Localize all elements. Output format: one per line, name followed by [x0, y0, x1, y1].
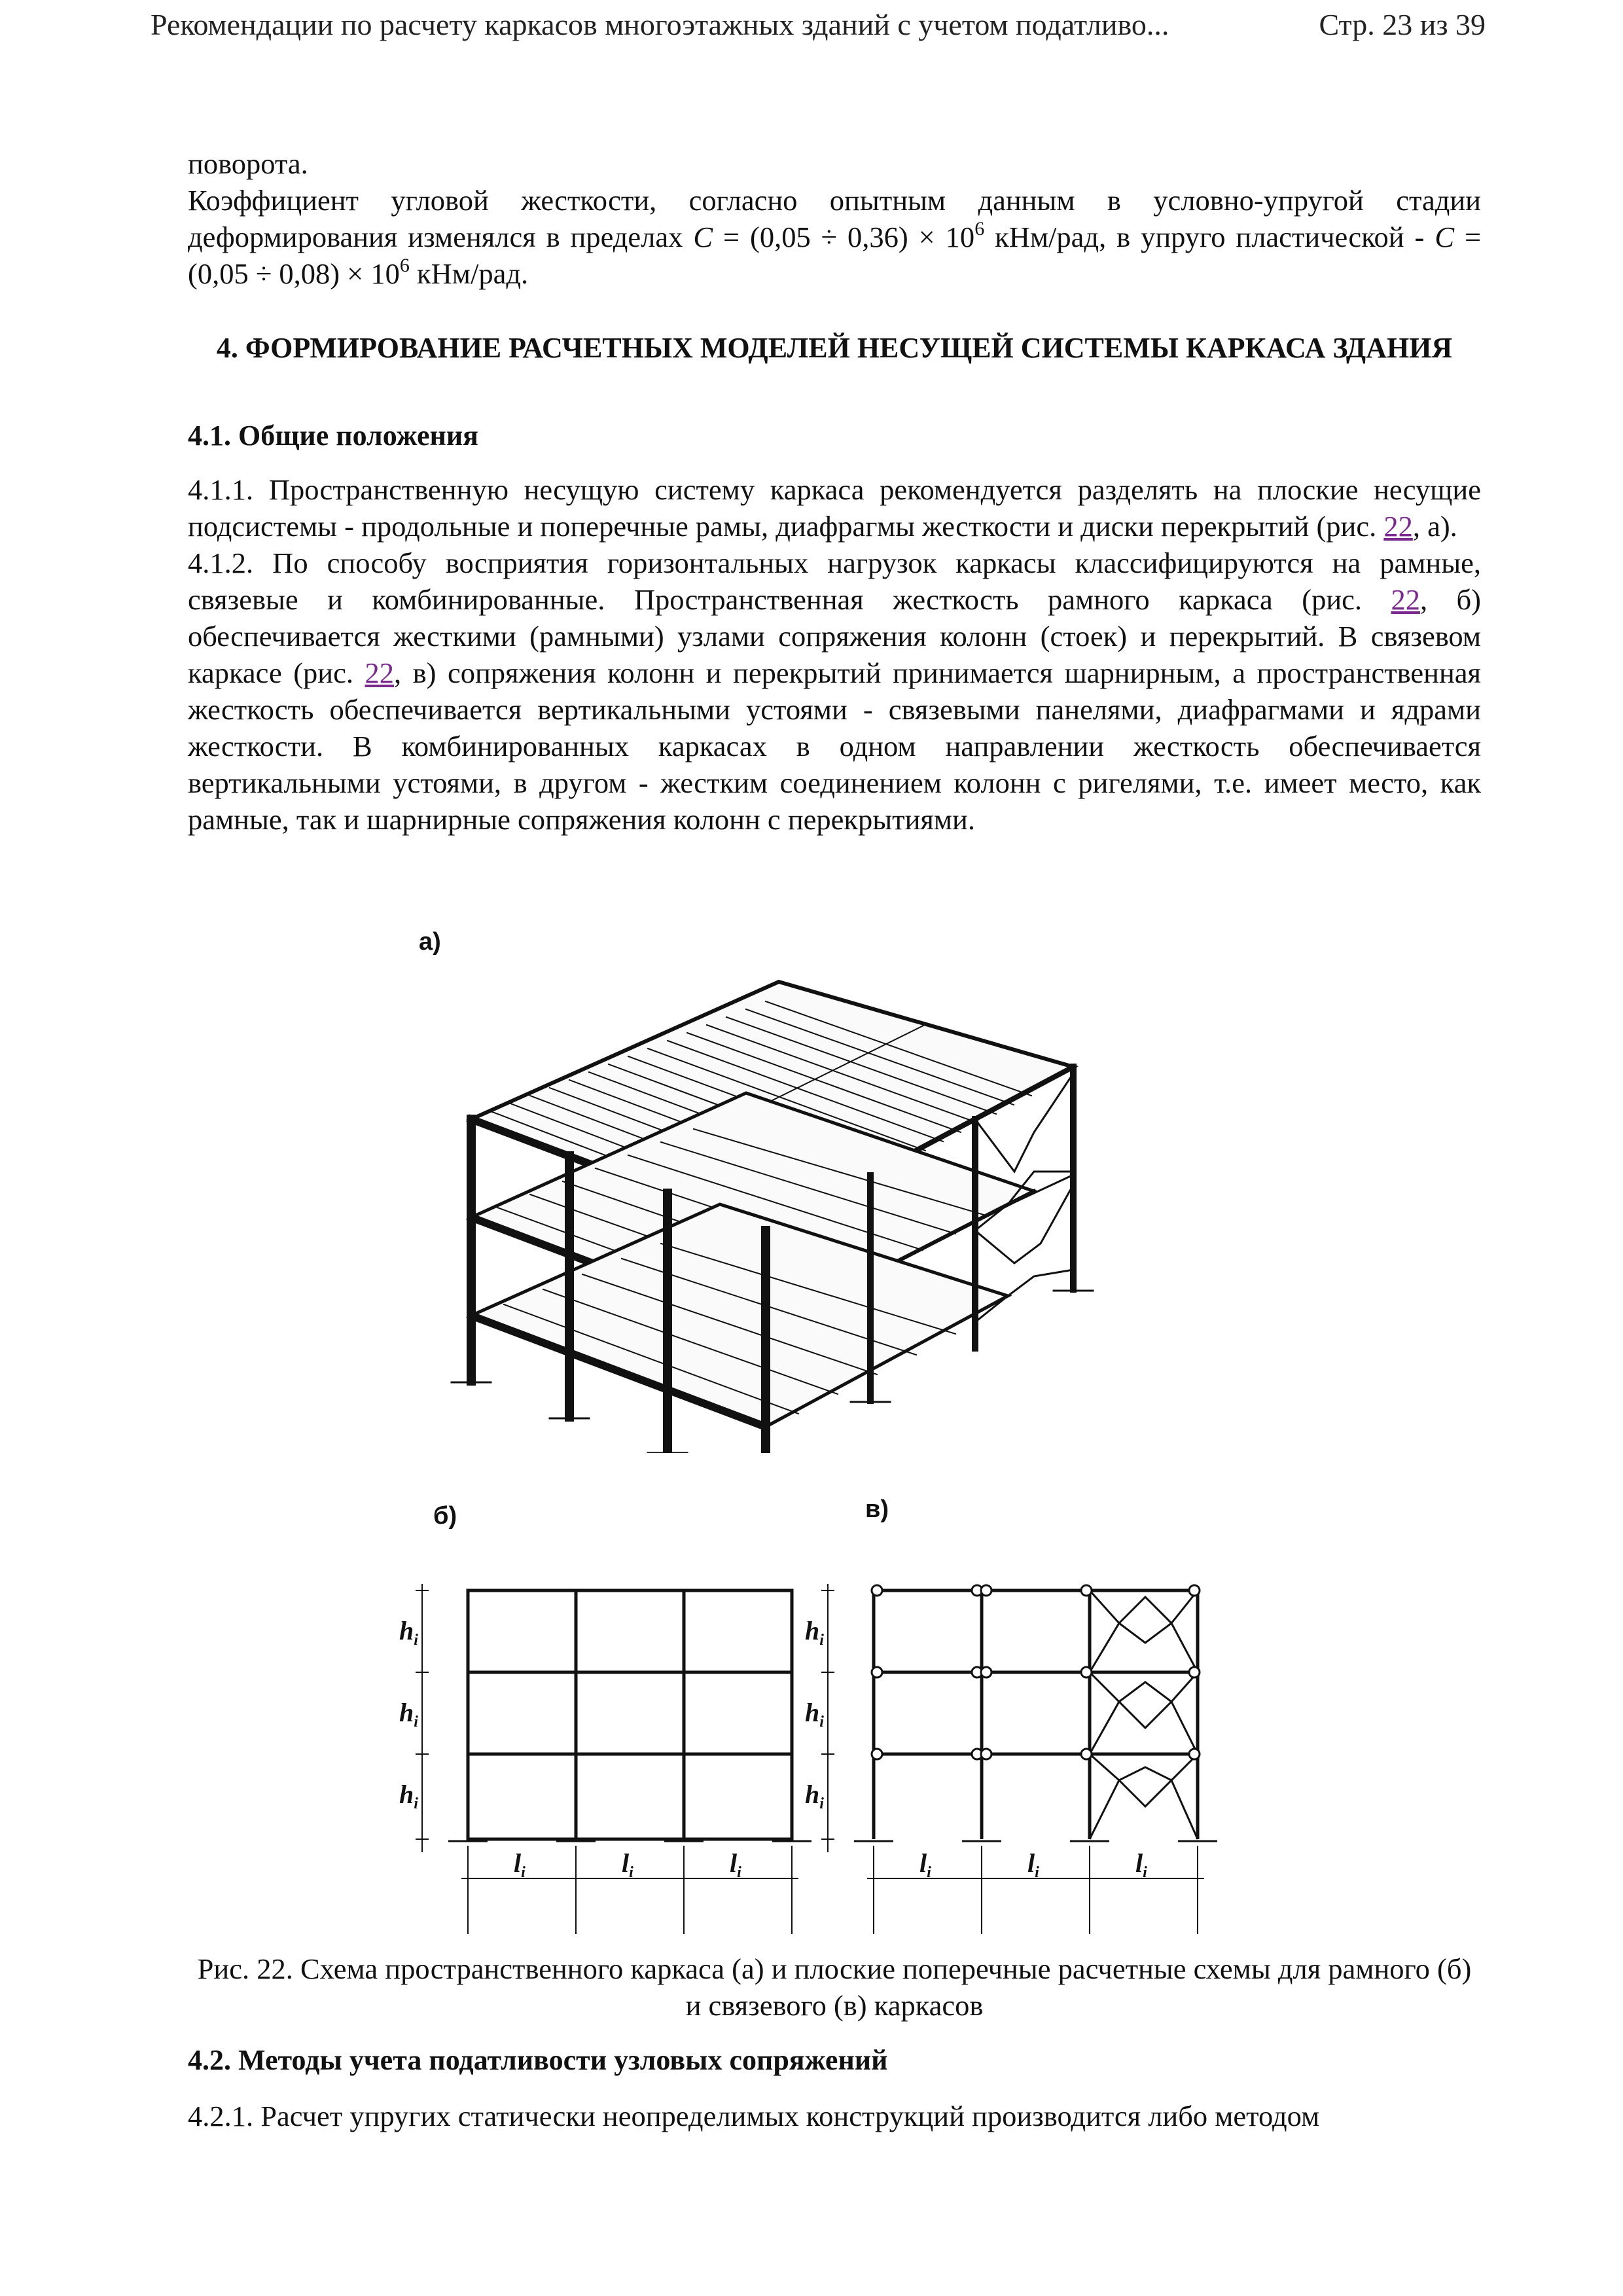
subsection-4-1 [188, 418, 1481, 454]
fig-22-link[interactable]: 22 [1383, 510, 1413, 543]
intro-text [188, 145, 1481, 292]
page-number: Стр. 23 из 39 [1319, 8, 1486, 41]
section-4-body [188, 471, 1481, 838]
dim-h-label: $h_i$ [399, 1616, 418, 1649]
dim-h-label: $h_i$ [805, 1616, 824, 1649]
para-4-2-1: 4.2.1. Расчет упругих статически неопределимых конструкций производится либо методом [188, 2100, 1320, 2132]
subsection-4-1-title: 4.1. Общие положения [188, 420, 478, 452]
para-continuation: поворота. [188, 147, 308, 180]
figure-caption [188, 1950, 1481, 2024]
figure-22-caption: Рис. 22. Схема пространственного каркаса (а) и плоские поперечные расчетные схемы для рамного (б) и связевого (в) каркасов [197, 1952, 1472, 2022]
dim-l-label: $l_i$ [622, 1848, 633, 1881]
dim-h-label: $h_i$ [805, 1780, 824, 1812]
section-4-2-body [188, 2098, 1481, 2134]
dim-h-label: $h_i$ [399, 1698, 418, 1731]
figure-label-a: а) [419, 928, 441, 956]
figure-label-v: в) [865, 1496, 889, 1523]
section-4 [188, 331, 1481, 366]
section-4-title: 4. ФОРМИРОВАНИЕ РАСЧЕТНЫХ МОДЕЛЕЙ НЕСУЩЕЙ СИСТЕМЫ КАРКАСА ЗДАНИЯ [216, 332, 1453, 364]
dim-l-label: $l_i$ [919, 1848, 931, 1881]
dim-h-label: $h_i$ [805, 1698, 824, 1731]
subsection-4-2-title: 4.2. Методы учета податливости узловых сопряжений [188, 2044, 888, 2076]
figure-label-b: б) [433, 1502, 457, 1530]
para-4-1-1: 4.1.1. Пространственную несущую систему каркаса рекомендуется разделять на плоские несущие подсистемы - продольные и поперечные рамы, диафрагмы жесткости и диски перекрытий (рис. 22, а). [188, 473, 1481, 543]
dim-l-label: $l_i$ [514, 1848, 526, 1881]
fig-22-link[interactable]: 22 [365, 656, 394, 689]
dim-l-label: $l_i$ [730, 1848, 741, 1881]
dim-h-label: $h_i$ [399, 1780, 418, 1812]
planar-frame-figures [393, 1571, 1263, 1937]
document-title: Рекомендации по расчету каркасов многоэтажных зданий с учетом податливо... [151, 8, 1169, 41]
fig-22-link[interactable]: 22 [1391, 583, 1420, 616]
para-4-1-2: 4.1.2. По способу восприятия горизонтальных нагрузок каркасы классифицируются на рамные, связевые и комбинированные. Пространственная жесткость рамного каркаса (рис. 22, б) обеспечивается жесткими (рамными) узлами сопряжения колонн (стоек) и перекрытий. В связевом каркасе (рис. 22, в) сопряжения колонн и перекрытий принимается шарнирным, а пространственная жесткость обеспечивается вертикальными устоями - связевыми панелями, диафрагмами и ядрами жесткости. В комбинированных каркасах в одном направлении жесткость обеспечивается вертикальными устоями, в другом - жестким соединением колонн с ригелями, т.е. имеет место, как рамные, так и шарнирные сопряжения колонн с перекрытиями. [188, 547, 1481, 836]
page-header [151, 5, 1486, 45]
spatial-frame-figure [445, 956, 1126, 1453]
dim-l-label: $l_i$ [1027, 1848, 1039, 1881]
subsection-4-2 [188, 2042, 1481, 2079]
dim-l-label: $l_i$ [1135, 1848, 1147, 1881]
para-stiffness: Коэффициент угловой жесткости, согласно опытным данным в условно-упругой стадии деформирования изменялся в пределах $C = (0,05 \div 0,36) \times 10^6$ кНм/рад, в упруго пластической - $C = (0,05 \div 0,08) \times 10^6$ кНм/рад. [188, 184, 1482, 290]
